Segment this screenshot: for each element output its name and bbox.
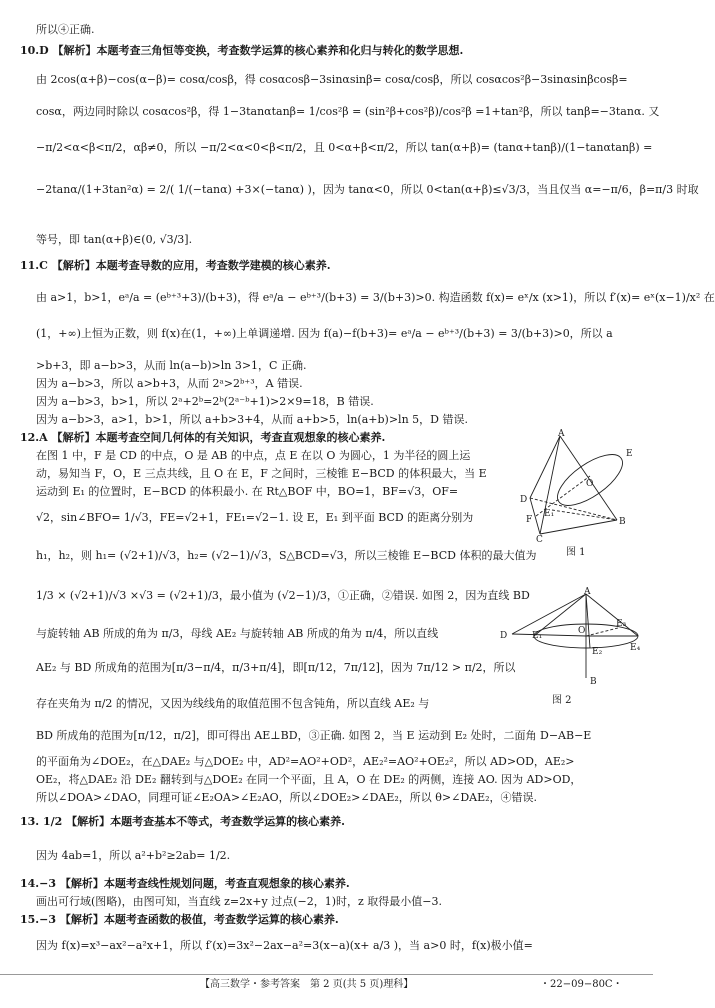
answer-heading-14: 14.−3 【解析】本题考查线性规划问题，考查直观想象的核心素养. <box>20 877 350 890</box>
text-line: −π/2<α<β<π/2，αβ≠0，所以 −π/2<α<0<β<π/2，且 0<α+β<π/2，所以 tan(α+β)= (tanα+tanβ)/(1−tanαtanβ) = <box>36 141 653 154</box>
fig1-label-c: C <box>536 535 543 545</box>
text-line: 因为 f(x)=x³−ax²−a²x+1，所以 f′(x)=3x²−2ax−a²=3(x−a)(x+ a/3 )，当 a>0 时，f(x)极小值= <box>36 939 533 952</box>
fig2-label-e1: E₁ <box>532 631 543 641</box>
text-line: √2，sin∠BFO= 1/√3，FE=√2+1，FE₁=√2−1. 设 E，E₁ 到平面 BCD 的距离分别为 <box>36 511 474 524</box>
text-line: 画出可行域(图略)，由图可知，当直线 z=2x+y 过点(−2，1)时，z 取得最小值−3. <box>36 895 443 908</box>
answer-heading-15: 15.−3 【解析】本题考查函数的极值，考查数学运算的核心素养. <box>20 913 339 926</box>
text-line: 因为 a−b>3，a>1，b>1，所以 a+b>3+4，从而 a+b>5，ln(a+b)>ln 5，D 错误. <box>36 413 468 426</box>
text-line: 所以∠DOA>∠DAO，同理可证∠E₂OA>∠E₂AO，所以∠DOE₂>∠DAE₂，所以 θ>∠DAE₂，④错误. <box>36 791 538 804</box>
answer-heading-12: 12.A 【解析】本题考查空间几何体的有关知识，考查直观想象的核心素养. <box>20 431 386 444</box>
figure-1-caption: 图 1 <box>566 547 586 558</box>
footer-title: 【高三数学・参考答案 第 2 页(共 5 页)理科】 <box>200 979 414 990</box>
text-line: 与旋转轴 AB 所成的角为 π/3，母线 AE₂ 与旋转轴 AB 所成的角为 π/4，所以直线 <box>36 627 439 640</box>
text-line: OE₂，将△DAE₂ 沿 DE₂ 翻转到与△DOE₂ 在同一个平面，且 A，O 在 DE₂ 的两侧，连接 AO. 因为 AD>OD， <box>36 773 582 786</box>
fig1-label-o: O <box>586 479 594 489</box>
text-line: 因为 a−b>3，所以 a>b+3，从而 2ᵃ>2ᵇ⁺³，A 错误. <box>36 377 303 390</box>
text-line: 1/3 × (√2+1)/√3 ×√3 = (√2+1)/3，最小值为 (√2−1)/3，①正确，②错误. 如图 2，因为直线 BD <box>36 589 530 602</box>
text-line: AE₂ 与 BD 所成角的范围为[π/3−π/4，π/3+π/4]，即[π/12，7π/12]，因为 7π/12 > π/2，所以 <box>36 661 516 674</box>
figure-2-cone <box>498 588 642 686</box>
text-line: −2tanα/(1+3tan²α) = 2/( 1/(−tanα) +3×(−tanα) )，因为 tanα<0，所以 0<tan(α+β)≤√3/3，当且仅当 α=−π/6，β=π/3 时取 <box>36 183 699 196</box>
text-line: 等号，即 tan(α+β)∈(0, √3/3]. <box>36 233 193 246</box>
footer-code: ・22−09−80C・ <box>540 979 623 990</box>
text-line: 动，易知当 F，O，E 三点共线，且 O 在 E，F 之间时，三棱锥 E−BCD 的体积最大，当 E <box>36 467 487 480</box>
fig1-label-e1: E₁ <box>544 509 555 519</box>
text-line: 在图 1 中，F 是 CD 的中点，O 是 AB 的中点，点 E 在以 O 为圆心，1 为半径的圆上运 <box>36 449 471 462</box>
fig1-label-f: F <box>526 515 533 525</box>
text-line: (1，+∞)上恒为正数，则 f(x)在(1，+∞)上单调递增. 因为 f(a)−f(b+3)= eᵃ/a − eᵇ⁺³/(b+3) = 3/(b+3)>0，所以 a <box>36 327 613 340</box>
fig2-label-e2: E₂ <box>592 647 603 657</box>
fig2-label-d: D <box>500 631 508 641</box>
answer-heading-13: 13. 1/2 【解析】本题考查基本不等式，考查数学运算的核心素养. <box>20 815 345 828</box>
text-line: 因为 a−b>3，b>1，所以 2ᵃ+2ᵇ=2ᵇ(2ᵃ⁻ᵇ+1)>2×9=18，B 错误. <box>36 395 374 408</box>
fig2-label-b: B <box>590 677 597 687</box>
text-line: 存在夹角为 π/2 的情况，又因为线线角的取值范围不包含钝角，所以直线 AE₂ 与 <box>36 697 430 710</box>
text-line: BD 所成角的范围为[π/12，π/2]，即可得出 AE⊥BD，③正确. 如图 2，当 E 运动到 E₂ 处时，二面角 D−AB−E <box>36 729 592 742</box>
text-line: cosα，两边同时除以 cosαcos²β，得 1−3tanαtanβ= 1/cos²β = (sin²β+cos²β)/cos²β =1+tan²β，所以 tanβ=−3tanα. 又 <box>36 105 660 118</box>
fig2-label-e3: E₃ <box>616 619 627 629</box>
text-line: 由 a>1，b>1，eᵃ/a = (eᵇ⁺³+3)/(b+3)，得 eᵃ/a − eᵇ⁺³/(b+3) = 3/(b+3)>0. 构造函数 f(x)= eˣ/x (x>1)，所以 f′(x)= eˣ(x−1)/x² 在 <box>36 291 715 304</box>
text-line: 运动到 E₁ 的位置时，E−BCD 的体积最小. 在 Rt△BOF 中，BO=1，BF=√3，OF= <box>36 485 459 498</box>
fig2-label-e4: E₄ <box>630 643 641 653</box>
text-line: 因为 4ab=1，所以 a²+b²≥2ab= 1/2. <box>36 849 231 862</box>
fig1-label-e: E <box>626 449 633 459</box>
footer-rule <box>0 974 653 975</box>
text-line: 所以④正确. <box>36 23 95 36</box>
figure-1-tetrahedron <box>512 429 642 545</box>
fig1-label-a: A <box>558 429 565 439</box>
page-footer <box>0 978 653 996</box>
fig1-label-d: D <box>520 495 528 505</box>
fig2-label-a: A <box>584 587 591 597</box>
answer-heading-11: 11.C 【解析】本题考查导数的应用，考查数学建模的核心素养. <box>20 259 331 272</box>
fig1-label-b: B <box>619 517 626 527</box>
text-line: >b+3，即 a−b>3，从而 ln(a−b)>ln 3>1，C 正确. <box>36 359 307 372</box>
text-line: 由 2cos(α+β)−cos(α−β)= cosα/cosβ，得 cosαcosβ−3sinαsinβ= cosα/cosβ，所以 cosαcos²β−3sinαsinβcosβ= <box>36 73 628 86</box>
text-line: h₁，h₂，则 h₁= (√2+1)/√3，h₂= (√2−1)/√3，S△BCD=√3，所以三棱锥 E−BCD 体积的最大值为 <box>36 549 537 562</box>
figure-2-caption: 图 2 <box>552 695 572 706</box>
answer-heading-10: 10.D 【解析】本题考查三角恒等变换，考查数学运算的核心素养和化归与转化的数学思想. <box>20 44 464 57</box>
fig2-label-o: O <box>578 626 586 636</box>
text-line: 的平面角为∠DOE₂，在△DAE₂ 与△DOE₂ 中，AD²=AO²+OD²，AE₂²=AO²+OE₂²，所以 AD>OD，AE₂> <box>36 755 575 768</box>
